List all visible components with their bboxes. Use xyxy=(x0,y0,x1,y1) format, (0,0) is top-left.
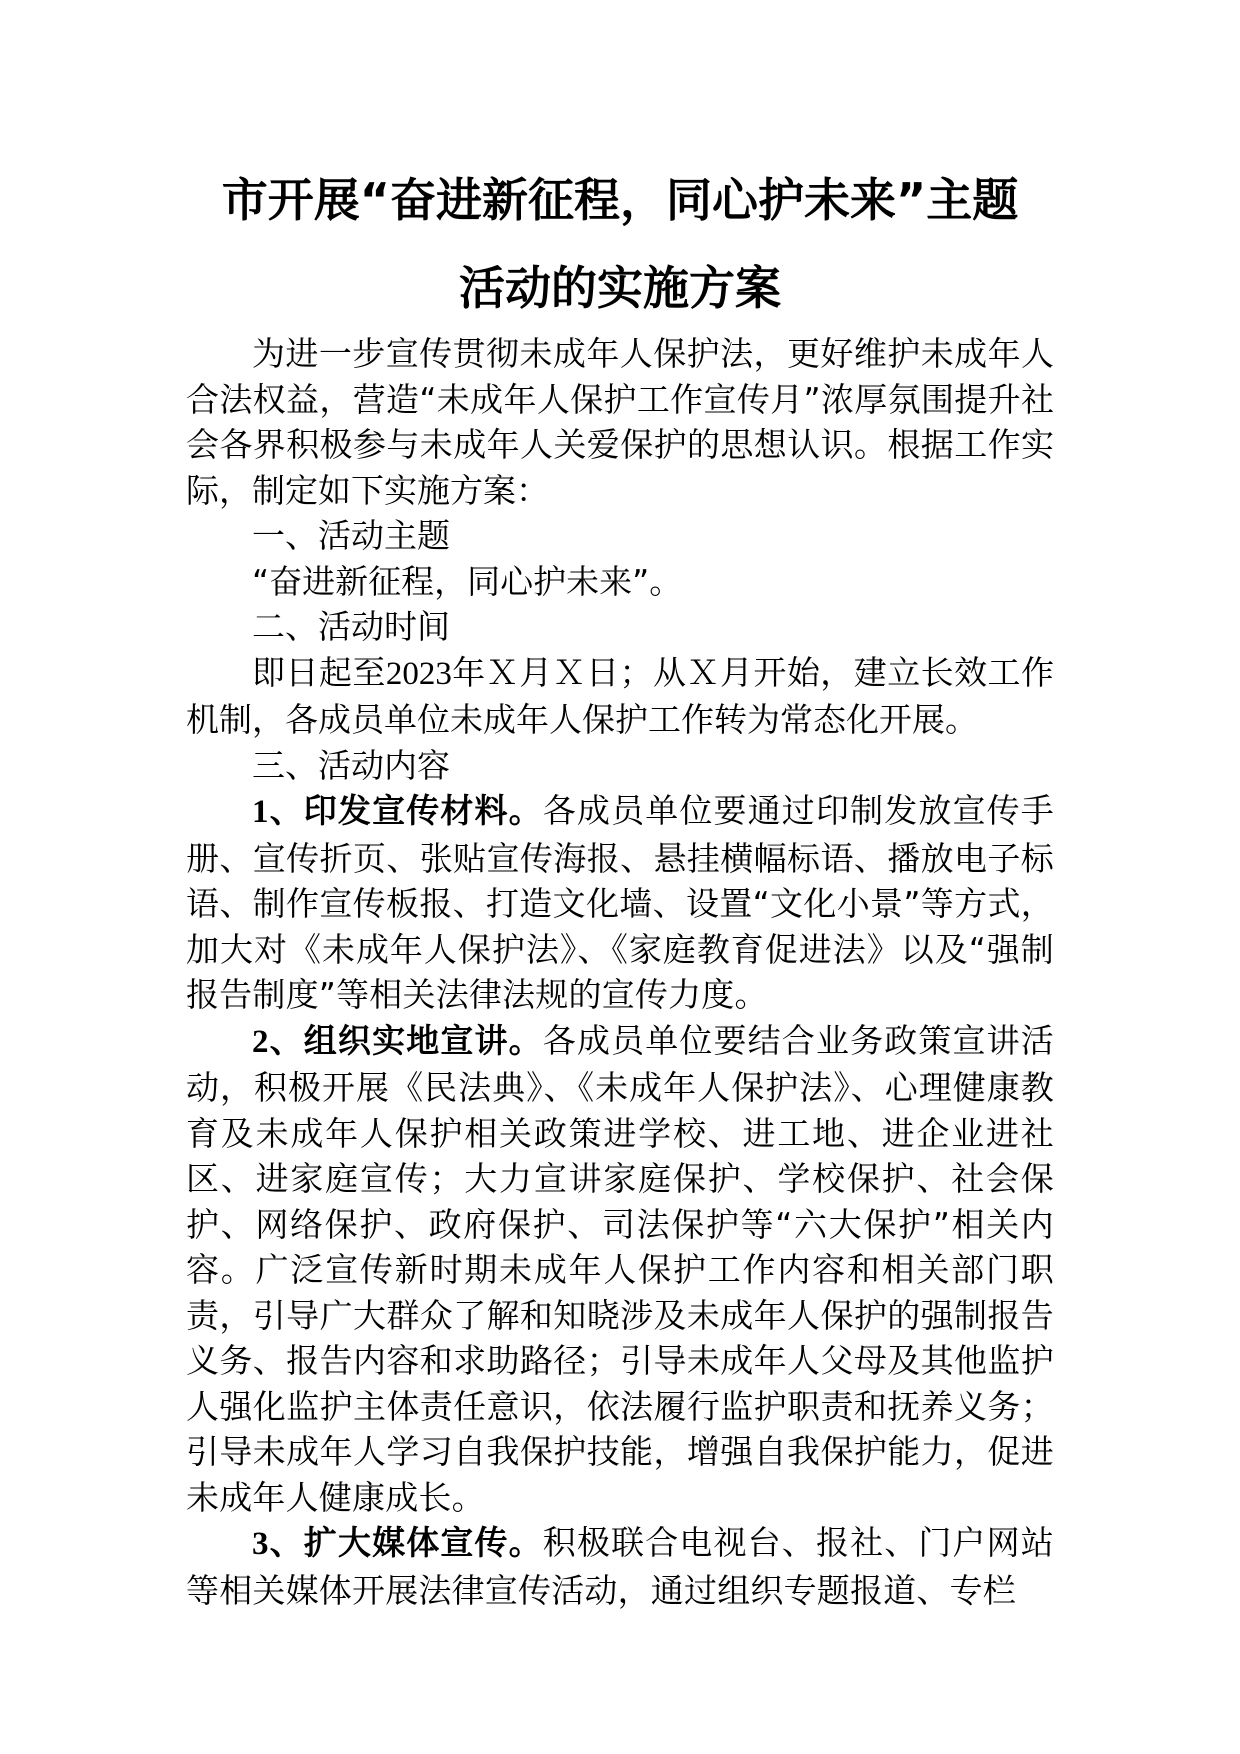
content-item-1-title: 、印发宣传材料。 xyxy=(268,791,543,830)
content-item-2-title: 、组织实地宣讲。 xyxy=(268,1020,543,1060)
document-title-line-1: 市开展“奋进新征程，同心护未来”主题 xyxy=(221,173,1019,227)
section-2-content-prefix: 即日起至 xyxy=(252,652,386,692)
content-item-3-text: 积极联合电视台、报社、门户网站等相关媒体开展法律宣传活动，通过组织专题报道、专栏 xyxy=(186,1523,1054,1610)
intro-paragraph: 为进一步宣传贯彻未成年人保护法，更好维护未成年人合法权益，营造“未成年人保护工作宣传月”浓厚氛围提升社会各界积极参与未成年人关爱保护的思想认识。根据工作实际，制定如下实施方案： xyxy=(186,334,1054,510)
section-2-content xyxy=(186,650,1054,743)
content-item-2 xyxy=(186,1018,1054,1521)
section-3-heading: 三、活动内容 xyxy=(252,745,450,785)
section-2-heading: 二、活动时间 xyxy=(252,607,450,646)
content-item-1-number: 1 xyxy=(252,794,269,830)
content-item-3-title: 、扩大媒体宣传。 xyxy=(268,1523,543,1562)
section-2-year: 2023 xyxy=(385,655,452,692)
content-item-1 xyxy=(186,788,1054,1018)
content-item-3 xyxy=(186,1520,1054,1613)
document-body xyxy=(186,331,1054,1613)
section-1-heading: 一、活动主题 xyxy=(252,516,450,555)
section-2-content-suffix: 年Ｘ月Ｘ日；从Ｘ月开始，建立长效工作机制，各成员单位未成年人保护工作转为常态化开展。 xyxy=(186,652,1055,739)
content-item-1-text: 各成员单位要通过印制发放宣传手册、宣传折页、张贴宣传海报、悬挂横幅标语、播放电子标语、制作宣传板报、打造文化墙、设置“文化小景”等方式，加大对《未成年人保护法》、《家庭教育促进法》以及“强制报告制度”等相关法律法规的宣传力度。 xyxy=(186,791,1054,1014)
section-1-content: “奋进新征程，同心护未来”。 xyxy=(252,561,683,601)
content-item-2-number: 2 xyxy=(252,1023,269,1060)
content-item-2-text: 各成员单位要结合业务政策宣讲活动，积极开展《民法典》、《未成年人保护法》、心理健康教育及未成年人保护相关政策进学校、进工地、进企业进社区、进家庭宣传；大力宣讲家庭保护、学校保护、社会保护、网络保护、政府保护、司法保护等“六大保护”相关内容。广泛宣传新时期未成年人保护工作内容和相关部门职责，引导广大群众了解和知晓涉及未成年人保护的强制报告义务、报告内容和求助路径；引导未成年人父母及其他监护人强化监护主体责任意识，依法履行监护职责和抚养义务；引导未成年人学习自我保护技能，增强自我保护能力，促进未成年人健康成长。 xyxy=(186,1020,1054,1517)
document-title-line-2: 活动的实施方案 xyxy=(459,261,781,315)
content-item-3-number: 3 xyxy=(252,1526,269,1562)
